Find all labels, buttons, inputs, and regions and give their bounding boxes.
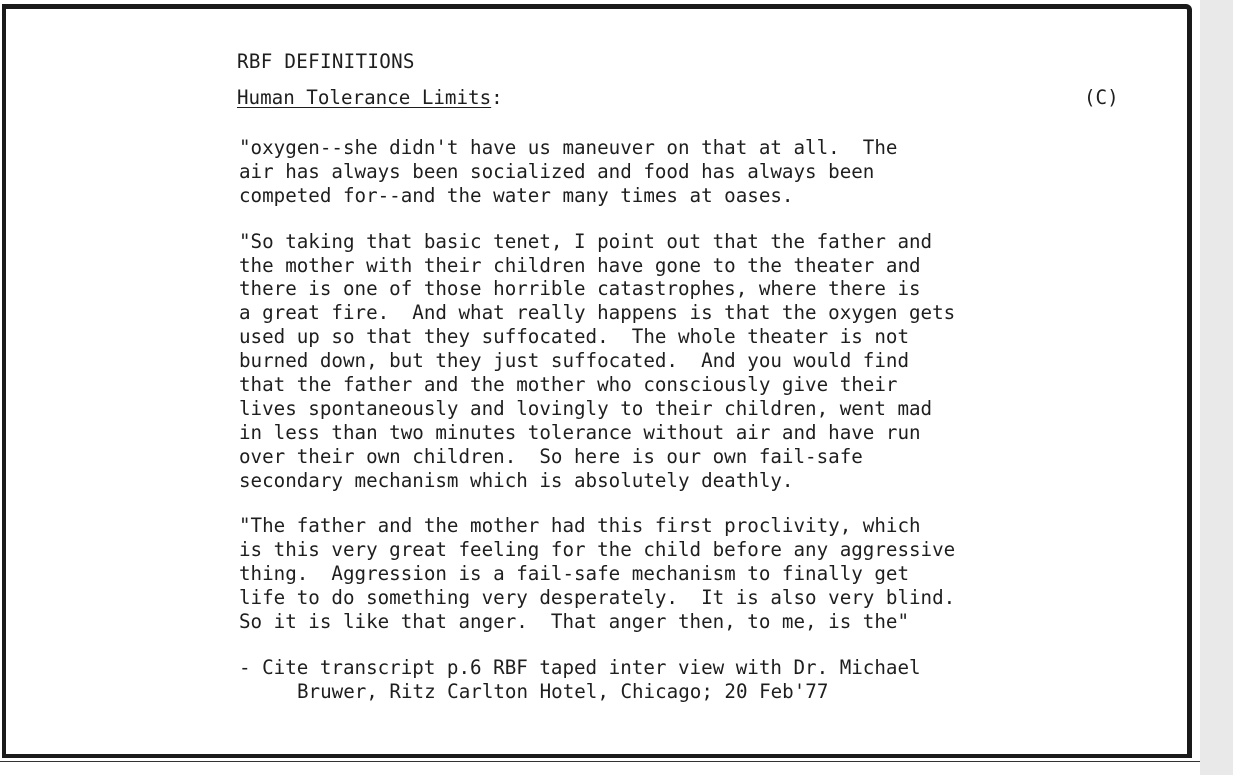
text-line: the mother with their children have gone to the theater and <box>239 253 921 277</box>
text-line: that the father and the mother who consciously give their <box>239 373 898 397</box>
quote-paragraph-3 <box>239 514 1137 633</box>
text-line: life to do something very desperately. It is also very blind. <box>239 586 956 610</box>
citation-line-1: - Cite transcript p.6 RBF taped inter view with Dr. Michael <box>239 655 921 679</box>
page-bottom-edge <box>0 761 1200 776</box>
text-line: is this very great feeling for the child before any aggressive <box>239 538 956 562</box>
text-line: used up so that they suffocated. The whole theater is not <box>239 325 910 349</box>
text-line: So it is like that anger. That anger then, to me, is the" <box>239 610 910 634</box>
text-line: "So taking that basic tenet, I point out that the father and <box>239 229 933 253</box>
citation <box>239 656 1137 704</box>
text-line: burned down, but they just suffocated. And you would find <box>239 349 910 373</box>
text-line: in less than two minutes tolerance without air and have run <box>239 420 921 444</box>
text-line: thing. Aggression is a fail-safe mechanism to finally get <box>239 562 910 586</box>
subheading-row <box>237 86 1137 112</box>
text-line: competed for--and the water many times at oases. <box>239 183 794 207</box>
text-line: there is one of those horrible catastrophes, where there is <box>239 277 921 301</box>
document-title: RBF DEFINITIONS <box>237 50 415 73</box>
quote-paragraph-1 <box>239 136 1137 208</box>
text-line: a great fire. And what really happens is that the oxygen gets <box>239 301 956 325</box>
text-line: "The father and the mother had this first proclivity, which <box>239 514 921 538</box>
text-line: lives spontaneously and lovingly to their children, went mad <box>239 396 933 420</box>
text-line: over their own children. So here is our own fail-safe <box>239 444 863 468</box>
classification-mark: (C) <box>1084 86 1119 109</box>
title-row <box>237 50 1137 76</box>
page-margin-right <box>1200 0 1233 775</box>
section-heading: Human Tolerance Limits <box>237 86 492 109</box>
text-line: "oxygen--she didn't have us maneuver on that at all. The <box>239 136 898 159</box>
citation-line-2: Bruwer, Ritz Carlton Hotel, Chicago; 20 Feb'77 <box>297 679 829 703</box>
text-line: air has always been socialized and food has always been <box>239 159 875 183</box>
document-body <box>237 50 1137 704</box>
quote-paragraph-2 <box>239 230 1137 493</box>
section-heading-colon: : <box>491 86 503 109</box>
text-line: secondary mechanism which is absolutely deathly. <box>239 468 794 492</box>
